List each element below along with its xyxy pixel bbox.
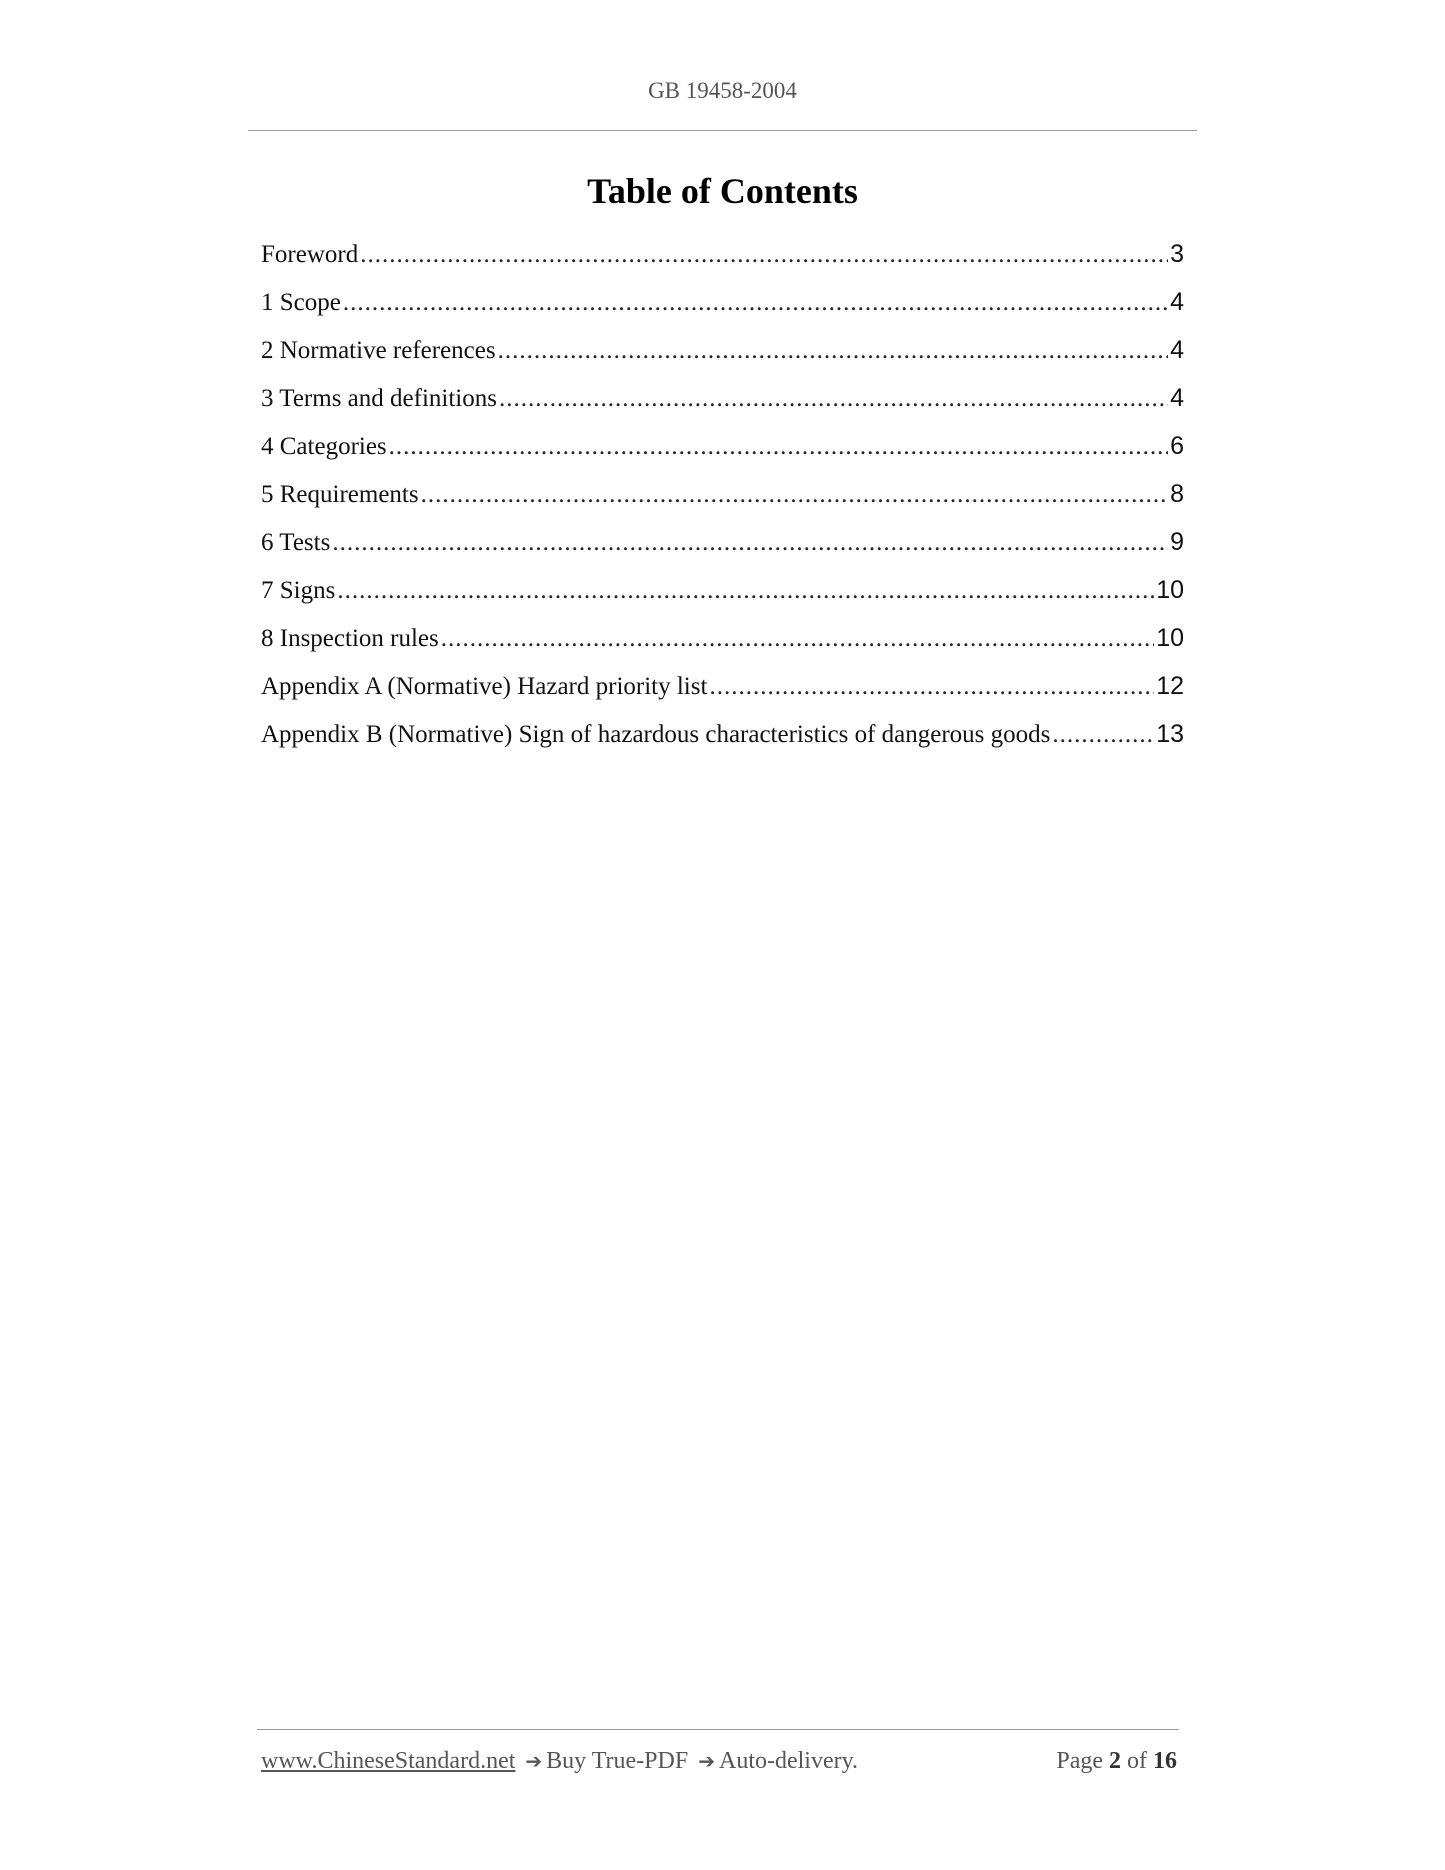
site-link[interactable]: www.ChineseStandard.net — [261, 1748, 516, 1774]
buy-true-pdf-text: Buy True-PDF — [546, 1748, 689, 1774]
footer-promo — [261, 1748, 858, 1775]
auto-delivery-text: Auto-delivery. — [718, 1748, 859, 1774]
total-pages-number: 16 — [1153, 1748, 1177, 1774]
toc-entry-page: 6 — [1170, 432, 1184, 460]
toc-dot-leader — [337, 577, 1154, 605]
toc-entry-page: 4 — [1170, 384, 1184, 412]
toc-dot-leader — [499, 385, 1168, 413]
footer-divider — [257, 1729, 1179, 1730]
toc-entry-page: 3 — [1170, 240, 1184, 268]
toc-entry-label: 7 Signs — [261, 577, 336, 604]
toc-entry-label: 8 Inspection rules — [261, 625, 439, 652]
toc-entry-normative-references[interactable] — [261, 336, 1184, 384]
toc-entry-page: 10 — [1156, 576, 1184, 604]
toc-dot-leader — [1052, 721, 1154, 749]
toc-entry-label: 3 Terms and definitions — [261, 385, 497, 412]
arrow-right-icon: ➔ — [698, 1749, 715, 1773]
toc-entry-page: 12 — [1156, 672, 1184, 700]
toc-entry-appendix-b[interactable] — [261, 720, 1184, 768]
toc-entry-page: 13 — [1156, 720, 1184, 748]
toc-entry-page: 4 — [1170, 288, 1184, 316]
page-footer — [261, 1748, 1177, 1775]
toc-entry-label: Foreword — [261, 241, 359, 268]
document-header: GB 19458-2004 — [648, 78, 797, 103]
toc-dot-leader — [709, 673, 1154, 701]
toc-dot-leader — [343, 289, 1168, 317]
toc-entry-page: 4 — [1170, 336, 1184, 364]
page-of: of — [1127, 1748, 1147, 1774]
toc-entry-requirements[interactable] — [261, 480, 1184, 528]
toc-dot-leader — [441, 625, 1154, 653]
header-divider — [248, 130, 1197, 131]
toc-entry-foreword[interactable] — [261, 240, 1184, 288]
toc-entry-label: 4 Categories — [261, 433, 387, 460]
toc-entry-label: Appendix B (Normative) Sign of hazardous characteristics of dangerous goods — [261, 721, 1051, 748]
toc-dot-leader — [332, 529, 1168, 557]
toc-entry-label: 1 Scope — [261, 289, 341, 316]
page-prefix: Page — [1056, 1748, 1103, 1774]
arrow-right-icon: ➔ — [525, 1749, 543, 1773]
toc-title: Table of Contents — [587, 171, 858, 211]
toc-entry-label: 5 Requirements — [261, 481, 419, 508]
toc-dot-leader — [360, 241, 1168, 269]
toc-entry-label: 6 Tests — [261, 529, 331, 556]
toc-dot-leader — [498, 337, 1168, 365]
toc-entry-inspection-rules[interactable] — [261, 624, 1184, 672]
toc-entry-signs[interactable] — [261, 576, 1184, 624]
toc-dot-leader — [421, 481, 1168, 509]
toc-entry-terms-and-definitions[interactable] — [261, 384, 1184, 432]
current-page-number: 2 — [1109, 1748, 1121, 1774]
toc-entry-tests[interactable] — [261, 528, 1184, 576]
toc-entry-appendix-a[interactable] — [261, 672, 1184, 720]
page-number — [1056, 1748, 1177, 1775]
toc-entry-label: Appendix A (Normative) Hazard priority list — [261, 673, 708, 700]
toc-entry-scope[interactable] — [261, 288, 1184, 336]
toc-dot-leader — [389, 433, 1168, 461]
toc-entry-page: 8 — [1170, 480, 1184, 508]
toc-list — [261, 240, 1184, 768]
toc-entry-page: 9 — [1170, 528, 1184, 556]
toc-entry-categories[interactable] — [261, 432, 1184, 480]
toc-entry-page: 10 — [1156, 624, 1184, 652]
toc-entry-label: 2 Normative references — [261, 337, 496, 364]
